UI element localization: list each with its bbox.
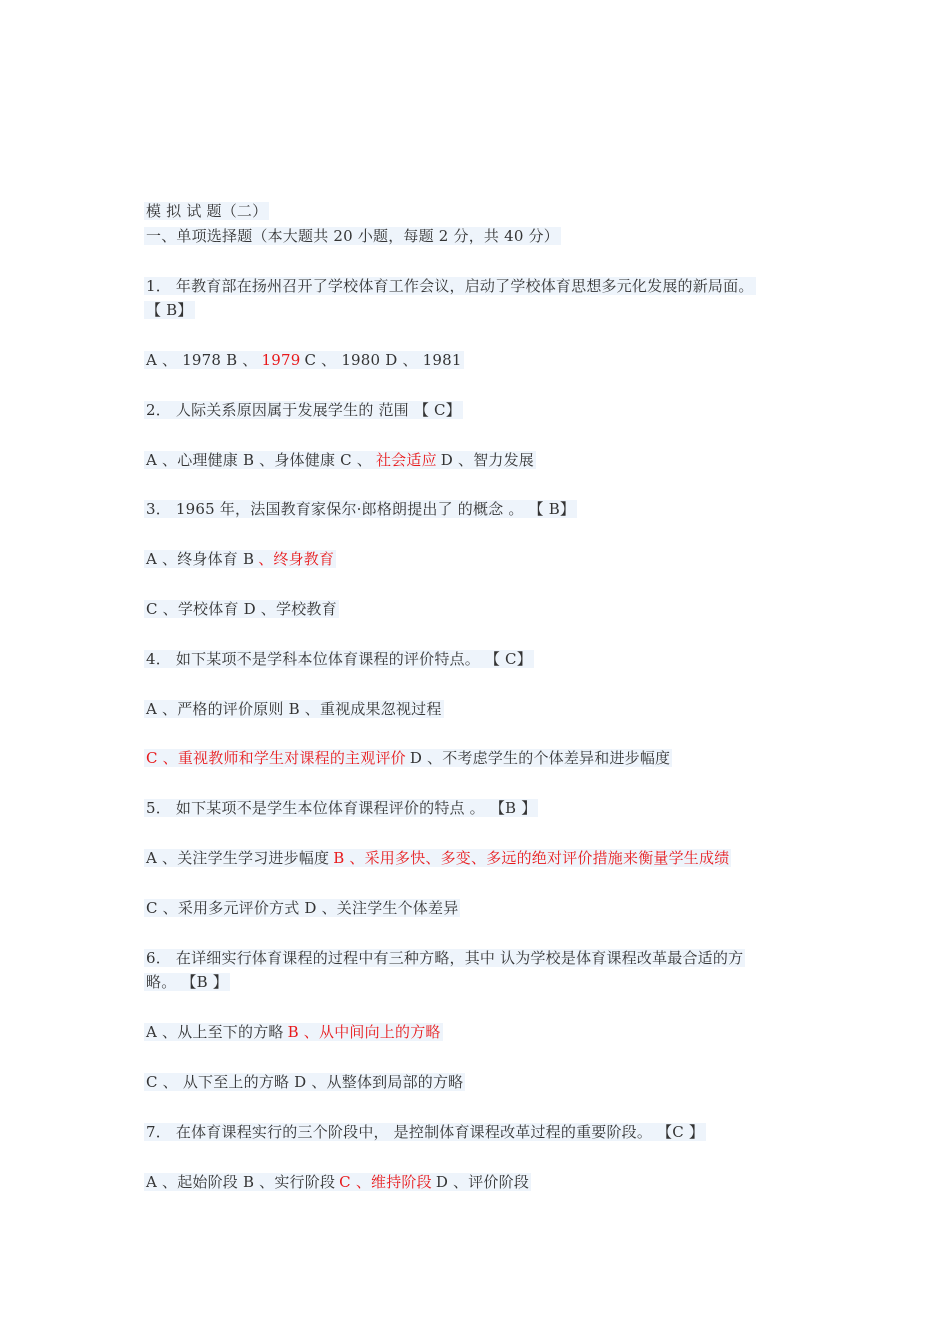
question-4-options-2 [144,748,672,768]
question-6 [144,948,745,968]
option-text: C 、学校体育 D 、学校教育 [146,600,337,618]
correct-option: B 、从中间向上的方略 [287,1023,441,1041]
option-text: C 、 从下至上的方略 D 、从整体到局部的方略 [146,1073,464,1091]
question-2-text: 2． 人际关系原因属于发展学生的 范围 【 C】 [146,401,461,419]
correct-option: C 、维持阶段 [339,1173,432,1191]
question-1 [144,276,756,296]
option-text: A 、心理健康 B 、身体健康 C 、 [146,451,372,469]
option-text: A 、关注学生学习进步幅度 [146,849,330,867]
correct-option: C 、重视教师和学生对课程的主观评价 [146,749,406,767]
correct-option: 1979 [261,351,301,369]
section-heading [144,226,561,246]
option-text: A 、起始阶段 B 、实行阶段 [146,1173,336,1191]
question-1-text: 1． 年教育部在扬州召开了学校体育工作会议，启动了学校体育思想多元化发展的新局面。 [146,277,754,295]
option-text: A 、 1978 B 、 [146,351,258,369]
question-3-options-2 [144,599,339,619]
question-5-options-2 [144,898,460,918]
title-text: 模 拟 试 题（二） [146,202,268,220]
correct-option: B 、采用多快、多变、多远的绝对评价措施来衡量学生成绩 [333,849,730,867]
question-5-options-1 [144,848,731,868]
question-3 [144,499,577,519]
question-4-text: 4． 如下某项不是学科本位体育课程的评价特点。 【 C】 [146,650,532,668]
question-3-text: 3． 1965 年，法国教育家保尔·郎格朗提出了 的概念 。 【 B】 [146,500,576,518]
question-7-options [144,1172,531,1192]
option-text: A 、严格的评价原则 B 、重视成果忽视过程 [146,700,442,718]
option-text: C 、 1980 D 、 1981 [304,351,462,369]
option-text: A 、从上至下的方略 [146,1023,284,1041]
question-1-options [144,350,464,370]
question-4 [144,649,534,669]
option-text: A 、终身体育 B [146,550,255,568]
question-5 [144,798,538,818]
option-text: D 、不考虑学生的个体差异和进步幅度 [409,749,671,767]
question-5-text: 5． 如下某项不是学生本位体育课程评价的特点 。 【B 】 [146,799,537,817]
question-6-options-1 [144,1022,443,1042]
question-3-options-1 [144,549,336,569]
question-6-text-2: 略。 【B 】 [146,973,228,991]
question-6-options-2 [144,1072,465,1092]
option-text: C 、采用多元评价方式 D 、关注学生个体差异 [146,899,459,917]
option-text: D 、智力发展 [440,451,534,469]
question-1-answer-text: 【 B】 [146,301,193,319]
question-6-continued [144,972,230,992]
question-7-text: 7． 在体育课程实行的三个阶段中， 是控制体育课程改革过程的重要阶段。 【C 】 [146,1123,705,1141]
doc-title [144,201,269,221]
question-4-options-1 [144,699,444,719]
correct-option: 社会适应 [375,451,437,469]
question-2 [144,400,463,420]
correct-option: 、终身教育 [258,550,335,568]
section-text: 一、单项选择题（本大题共 20 小题，每题 2 分，共 40 分） [146,227,559,245]
question-2-options [144,450,536,470]
question-6-text: 6． 在详细实行体育课程的过程中有三种方略，其中 认为学校是体育课程改革最合适的方 [146,949,744,967]
question-7 [144,1122,706,1142]
option-text: D 、评价阶段 [435,1173,530,1191]
question-1-answer [144,300,195,320]
